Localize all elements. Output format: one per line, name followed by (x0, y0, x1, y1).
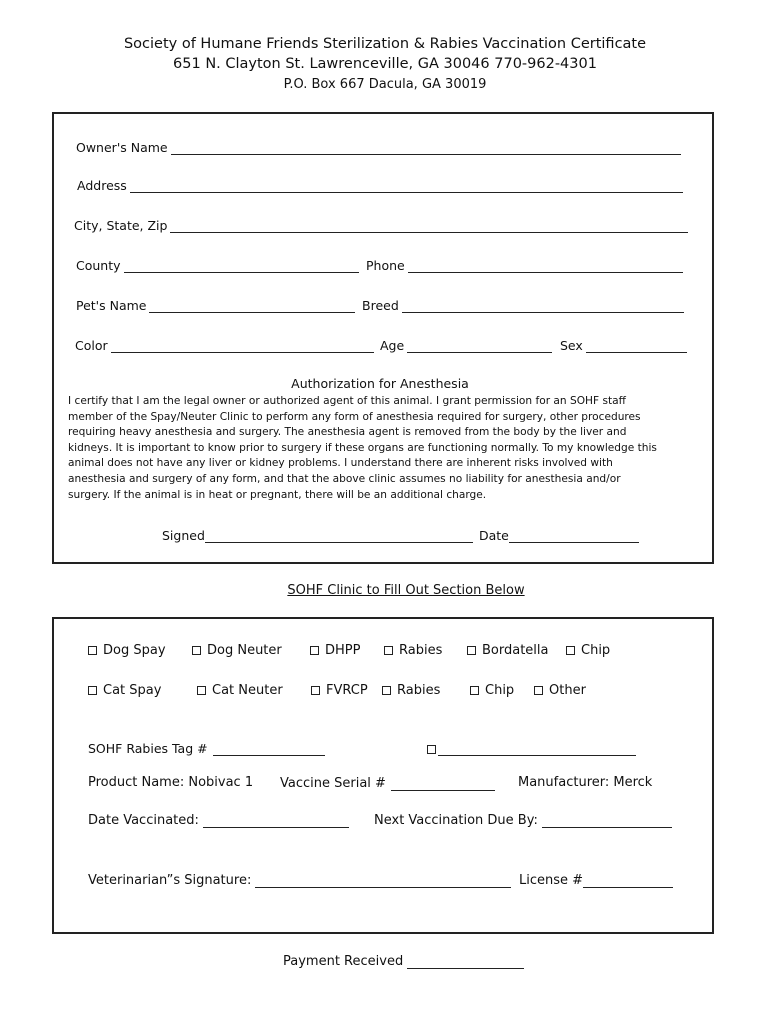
checkbox-cat-neuter[interactable]: Cat Neuter (197, 683, 283, 698)
checkbox-dog-neuter[interactable]: Dog Neuter (192, 643, 282, 658)
license-field[interactable] (519, 872, 673, 888)
payment-received-line[interactable] (407, 956, 524, 969)
date-line[interactable] (509, 530, 639, 543)
rabies-tag-label: SOHF Rabies Tag # (88, 741, 208, 756)
owners-name-line[interactable] (171, 142, 681, 155)
vaccine-serial-line[interactable] (391, 778, 495, 791)
date-vaccinated-label: Date Vaccinated: (88, 813, 199, 828)
breed-label: Breed (362, 298, 399, 313)
checkbox-square-icon[interactable] (192, 646, 201, 655)
pets-name-line[interactable] (149, 300, 355, 313)
phone-field[interactable] (366, 257, 683, 273)
authorization-title: Authorization for Anesthesia (291, 376, 469, 391)
county-field[interactable] (76, 257, 359, 273)
checkbox-chip-2[interactable]: Chip (470, 683, 514, 698)
next-vaccination-label: Next Vaccination Due By: (374, 813, 538, 828)
checkbox-square-icon[interactable] (427, 745, 436, 754)
checkbox-square-icon[interactable] (197, 686, 206, 695)
phone-line[interactable] (408, 260, 683, 273)
signed-label: Signed (162, 528, 205, 543)
owners-name-label: Owner's Name (76, 140, 168, 155)
breed-field[interactable] (362, 297, 684, 313)
authorization-line: anesthesia and surgery of any form, and that the above clinic assumes no liability for anesthesia and/or (68, 472, 621, 485)
checkbox-square-icon[interactable] (384, 646, 393, 655)
date-field[interactable] (479, 527, 639, 543)
age-line[interactable] (407, 340, 552, 353)
date-vaccinated-line[interactable] (203, 815, 349, 828)
checkbox-square-icon[interactable] (310, 646, 319, 655)
county-label: County (76, 258, 121, 273)
clinic-section-title: SOHF Clinic to Fill Out Section Below (287, 583, 525, 598)
age-label: Age (380, 338, 405, 353)
vaccine-serial-field[interactable] (280, 775, 495, 791)
city-state-zip-label: City, State, Zip (74, 218, 168, 233)
payment-received-label: Payment Received (283, 954, 404, 969)
authorization-line: I certify that I am the legal owner or authorized agent of this animal. I grant permission for an SOHF staff (68, 395, 626, 407)
age-field[interactable] (380, 337, 552, 353)
payment-received-field[interactable] (283, 953, 524, 969)
address-label: Address (77, 178, 127, 193)
manufacturer-text: Manufacturer: Merck (518, 775, 653, 790)
checkbox-rabies-2[interactable]: Rabies (382, 683, 440, 698)
rabies-tag-line[interactable] (213, 743, 325, 756)
checkbox-dhpp[interactable]: DHPP (310, 643, 360, 658)
po-box-line: P.O. Box 667 Dacula, GA 30019 (283, 77, 487, 92)
vet-signature-label: Veterinarian”s Signature: (88, 873, 252, 888)
checkbox-square-icon[interactable] (470, 686, 479, 695)
authorization-line: kidneys. It is important to know prior to surgery if these organs are functioning normally. To my knowledge this (68, 441, 657, 454)
authorization-line: member of the Spay/Neuter Clinic to perform any form of anesthesia required for surgery, other procedures (68, 410, 641, 423)
checkbox-fvrcp[interactable]: FVRCP (311, 683, 368, 698)
checkbox-rabies[interactable]: Rabies (384, 643, 442, 658)
rabies-tag-field[interactable] (88, 740, 325, 756)
next-vaccination-field[interactable] (374, 812, 672, 828)
sex-label: Sex (560, 338, 583, 353)
unlabeled-checkbox-field[interactable] (427, 740, 636, 756)
checkbox-square-icon[interactable] (467, 646, 476, 655)
address-field[interactable] (77, 177, 683, 193)
checkbox-square-icon[interactable] (382, 686, 391, 695)
checkbox-square-icon[interactable] (534, 686, 543, 695)
authorization-line: requiring heavy anesthesia and surgery. The anesthesia agent is removed from the body by the liver and (68, 426, 627, 439)
signature-line[interactable] (205, 530, 473, 543)
county-line[interactable] (124, 260, 359, 273)
checkbox-square-icon[interactable] (566, 646, 575, 655)
city-state-zip-field[interactable] (74, 217, 688, 233)
next-vaccination-line[interactable] (542, 815, 672, 828)
checkbox-square-icon[interactable] (88, 646, 97, 655)
phone-label: Phone (366, 258, 405, 273)
vaccine-serial-label: Vaccine Serial # (280, 776, 386, 791)
address-phone-line: 651 N. Clayton St. Lawrenceville, GA 30046 770-962-4301 (173, 56, 597, 72)
breed-line[interactable] (402, 300, 684, 313)
product-name-text: Product Name: Nobivac 1 (88, 775, 254, 790)
date-label: Date (479, 528, 509, 543)
checkbox-square-icon[interactable] (311, 686, 320, 695)
signed-field[interactable] (162, 527, 473, 543)
owners-name-field[interactable] (76, 139, 681, 155)
checkbox-bordatella[interactable]: Bordatella (467, 643, 549, 658)
pets-name-label: Pet's Name (76, 298, 147, 313)
vet-signature-field[interactable] (88, 872, 511, 888)
vet-signature-line[interactable] (255, 875, 511, 888)
color-label: Color (75, 338, 108, 353)
checkbox-dog-spay[interactable]: Dog Spay (88, 643, 166, 658)
checkbox-chip[interactable]: Chip (566, 643, 610, 658)
authorization-line: surgery. If the animal is in heat or pregnant, there will be an additional charge. (68, 488, 487, 501)
sex-field[interactable] (560, 337, 687, 353)
license-line[interactable] (583, 875, 673, 888)
color-line[interactable] (111, 340, 374, 353)
unlabeled-line[interactable] (438, 743, 636, 756)
license-label: License # (519, 873, 584, 888)
address-line[interactable] (130, 180, 683, 193)
date-vaccinated-field[interactable] (88, 812, 349, 828)
checkbox-cat-spay[interactable]: Cat Spay (88, 683, 161, 698)
pets-name-field[interactable] (76, 297, 355, 313)
color-field[interactable] (75, 337, 374, 353)
authorization-paragraph (68, 394, 698, 503)
certificate-title: Society of Humane Friends Sterilization & Rabies Vaccination Certificate (123, 36, 647, 52)
checkbox-square-icon[interactable] (88, 686, 97, 695)
sex-line[interactable] (586, 340, 687, 353)
checkbox-other[interactable]: Other (534, 683, 586, 698)
city-state-zip-line[interactable] (170, 220, 688, 233)
authorization-line: animal does not have any liver or kidney problems. I understand there are inherent risks involved with (68, 457, 613, 470)
